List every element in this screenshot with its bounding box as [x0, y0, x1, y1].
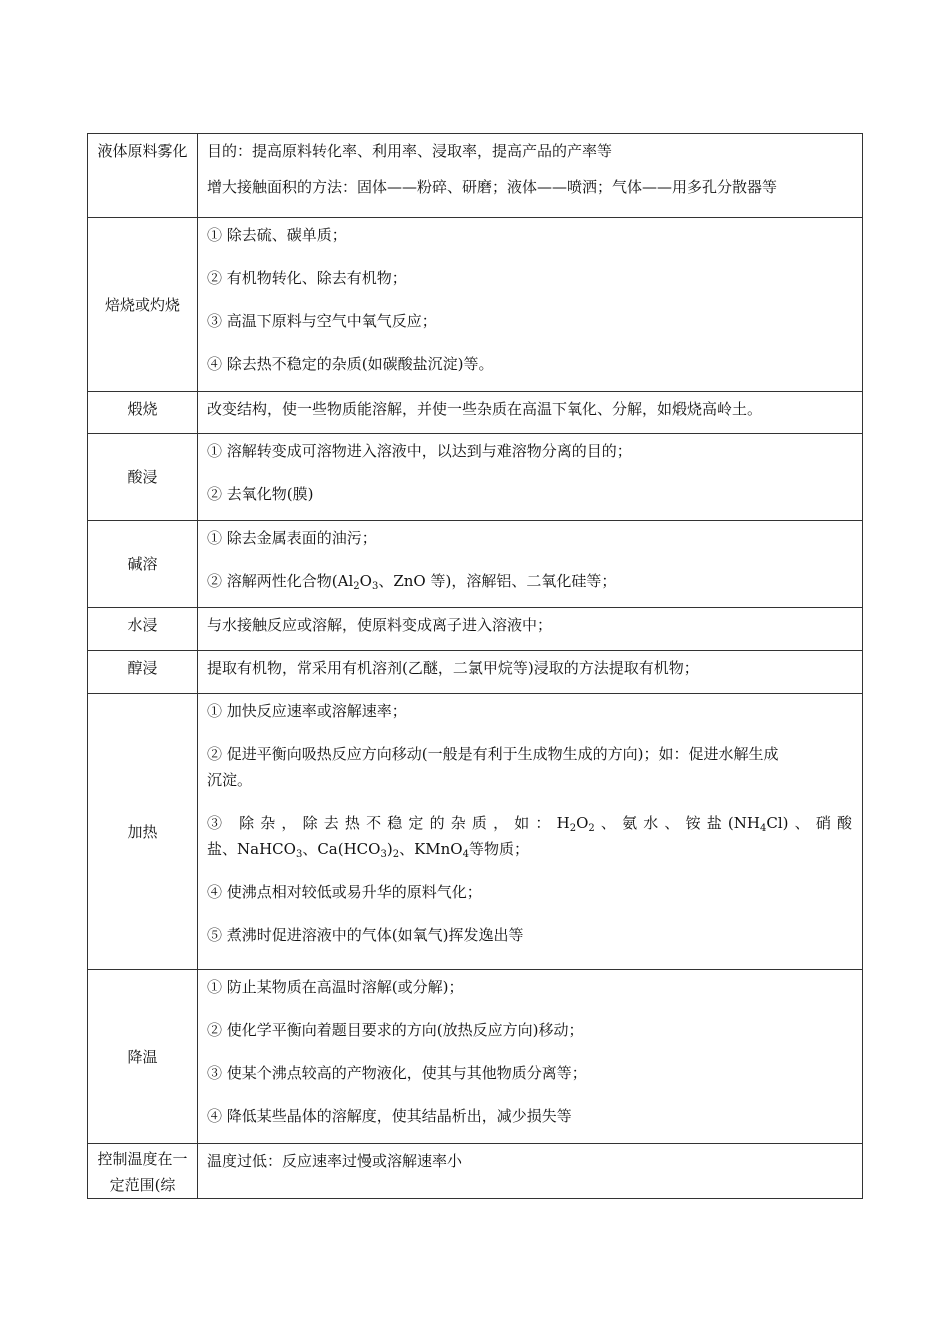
table-row	[88, 521, 863, 608]
row-content	[198, 434, 863, 521]
content-line: ⑤ 煮沸时促进溶液中的气体(如氧气)挥发逸出等	[207, 926, 524, 944]
table-row	[88, 651, 863, 694]
content-line: 改变结构，使一些物质能溶解，并使一些杂质在高温下氧化、分解，如煅烧高岭土。	[207, 400, 763, 418]
content-line: ③ 除杂，除去热不稳定的杂质，如：$H_2O_2$、氨水、铵盐$(NH_4Cl)$、硝酸	[207, 814, 852, 834]
table-row	[88, 218, 863, 392]
content-line: 目的：提高原料转化率、利用率、浸取率，提高产品的产率等	[207, 142, 613, 160]
content-line: ② 使化学平衡向着题目要求的方向(放热反应方向)移动；	[207, 1021, 584, 1039]
content-line: ④ 除去热不稳定的杂质(如碳酸盐沉淀)等。	[207, 355, 494, 373]
row-content	[198, 651, 863, 694]
content-line: ① 防止某物质在高温时溶解(或分解)；	[207, 978, 464, 996]
content-line: ① 除去硫、碳单质；	[207, 226, 347, 244]
content-line: 增大接触面积的方法：固体——粉碎、研磨；液体——喷洒；气体——用多孔分散器等	[207, 178, 778, 196]
row-label: 醇浸	[88, 651, 198, 694]
content-line: 提取有机物，常采用有机溶剂(乙醚，二氯甲烷等)浸取的方法提取有机物；	[207, 659, 699, 677]
table-row	[88, 392, 863, 434]
row-label: 控制温度在一定范围(综	[88, 1144, 198, 1199]
table-row	[88, 434, 863, 521]
content-line: ① 除去金属表面的油污；	[207, 529, 377, 547]
table-row	[88, 608, 863, 651]
row-content	[198, 134, 863, 218]
content-line: ① 溶解转变成可溶物进入溶液中，以达到与难溶物分离的目的；	[207, 442, 632, 460]
table-row	[88, 1144, 863, 1199]
row-label: 焙烧或灼烧	[88, 218, 198, 392]
content-line: ④ 降低某些晶体的溶解度，使其结晶析出，减少损失等	[207, 1107, 572, 1125]
content-line: 与水接触反应或溶解，使原料变成离子进入溶液中；	[207, 616, 553, 634]
row-label: 液体原料雾化	[88, 134, 198, 218]
row-label: 水浸	[88, 608, 198, 651]
row-content	[198, 392, 863, 434]
table-row	[88, 694, 863, 970]
row-content	[198, 608, 863, 651]
row-label: 煅烧	[88, 392, 198, 434]
content-line: ① 加快反应速率或溶解速率；	[207, 702, 407, 720]
content-line: ② 去氧化物(膜)	[207, 485, 314, 503]
row-content	[198, 218, 863, 392]
content-line: 温度过低：反应速率过慢或溶解速率小	[207, 1152, 463, 1170]
content-line: ③ 高温下原料与空气中氧气反应；	[207, 312, 437, 330]
row-content	[198, 1144, 863, 1199]
content-line: ④ 使沸点相对较低或易升华的原料气化；	[207, 883, 482, 901]
row-label: 碱溶	[88, 521, 198, 608]
row-content	[198, 970, 863, 1144]
table-row	[88, 970, 863, 1144]
row-content	[198, 694, 863, 970]
content-line: ② 促进平衡向吸热反应方向移动(一般是有利于生成物生成的方向)；如：促进水解生成	[207, 745, 779, 763]
content-line: ② 有机物转化、除去有机物；	[207, 269, 407, 287]
content-line: 沉淀。	[207, 771, 253, 789]
process-conditions-table	[87, 133, 863, 1199]
row-content	[198, 521, 863, 608]
row-label: 加热	[88, 694, 198, 970]
row-label: 酸浸	[88, 434, 198, 521]
content-line: 盐、NaHCO$_3$、$Ca(HCO_3)_2$、KMnO$_4$等物质；	[207, 840, 529, 860]
content-line: ③ 使某个沸点较高的产物液化，使其与其他物质分离等；	[207, 1064, 587, 1082]
table-row	[88, 134, 863, 218]
content-line: ② 溶解两性化合物($Al_2O_3$、ZnO 等)，溶解铝、二氧化硅等；	[207, 572, 617, 592]
row-label: 降温	[88, 970, 198, 1144]
